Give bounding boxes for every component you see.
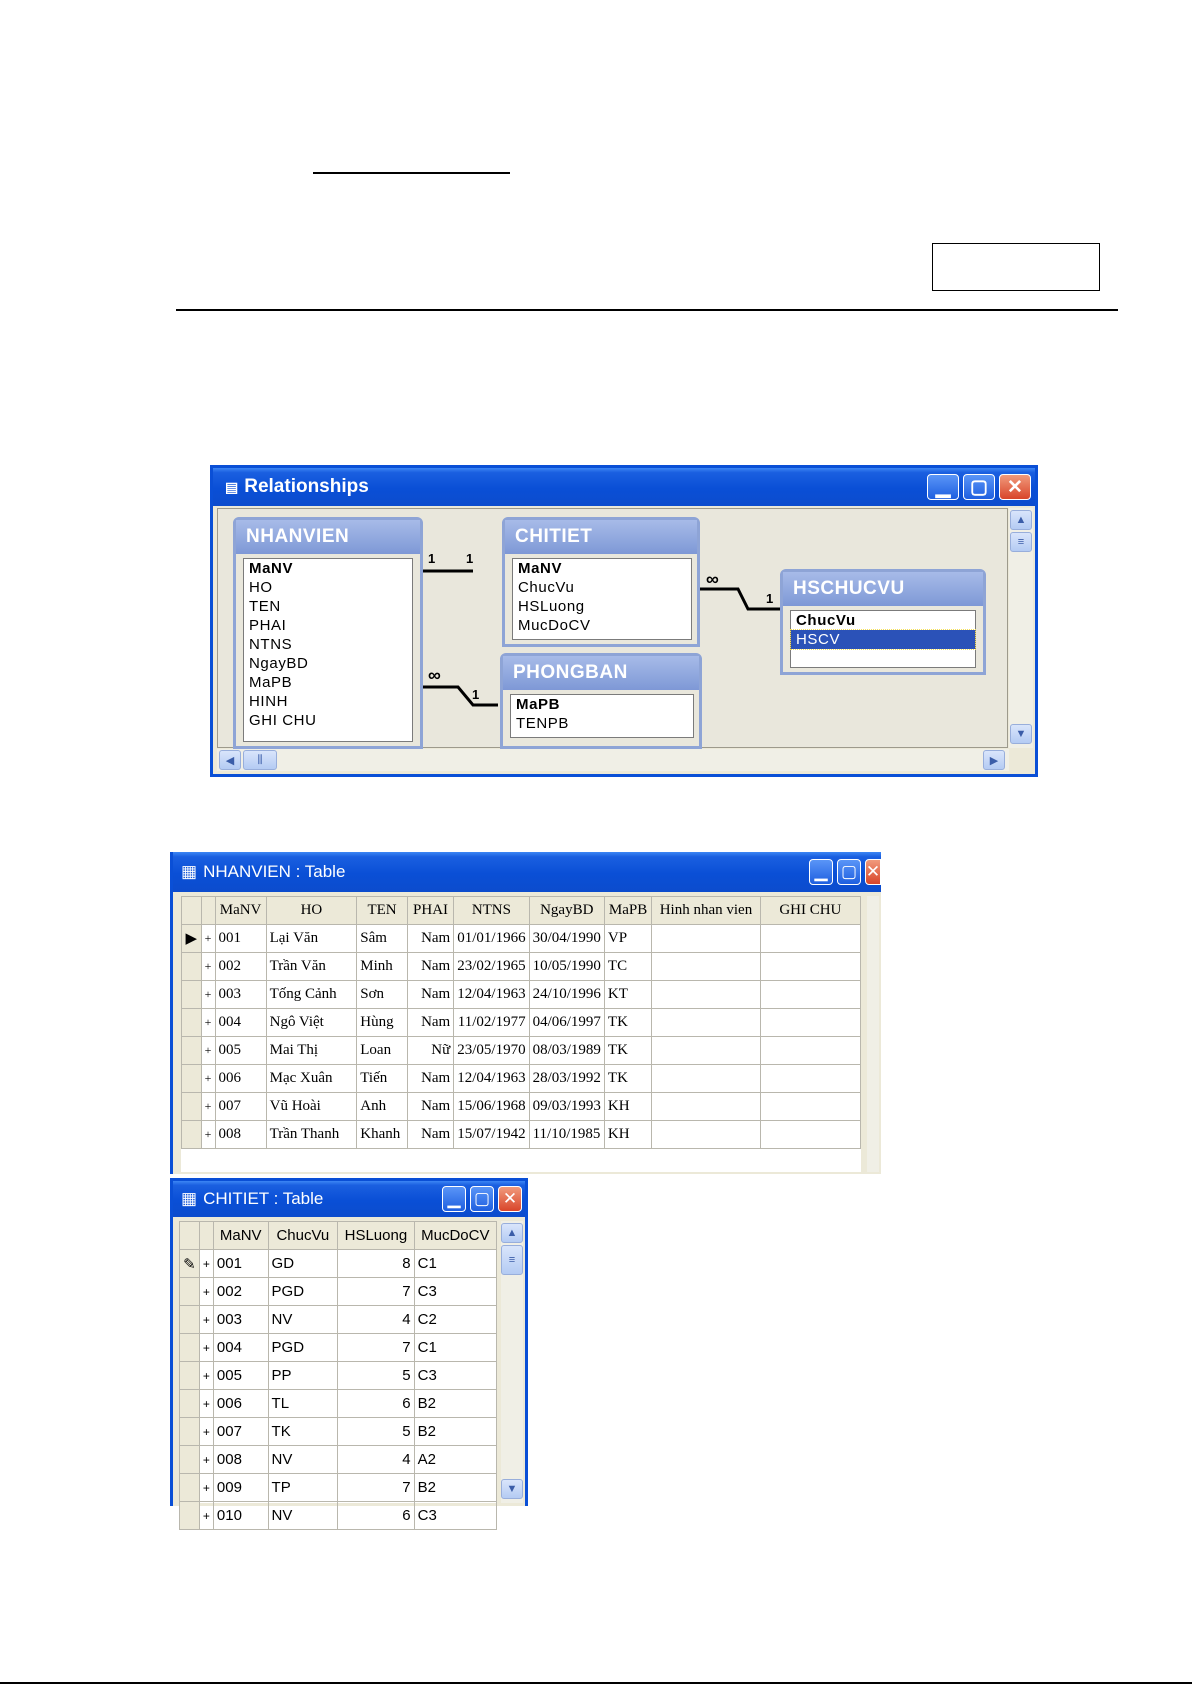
field-item[interactable]: MaNV — [518, 560, 563, 577]
field-item[interactable]: MaPB — [249, 674, 293, 691]
link-label-2b: 1 — [766, 591, 774, 606]
table-row[interactable] — [182, 981, 861, 1009]
field-item[interactable]: TEN — [249, 598, 281, 615]
cell[interactable]: TK — [604, 1037, 651, 1065]
field-item[interactable]: GHI CHU — [249, 712, 317, 729]
cell[interactable]: Minh — [357, 953, 408, 981]
column-header[interactable]: GHI CHU — [760, 897, 860, 925]
cell[interactable]: B2 — [414, 1418, 496, 1446]
cell[interactable]: PP — [268, 1362, 338, 1390]
plus-icon[interactable]: + — [201, 1065, 215, 1093]
cell[interactable]: VP — [604, 925, 651, 953]
row-selector[interactable] — [180, 1278, 200, 1306]
cell[interactable]: C3 — [414, 1362, 496, 1390]
cell[interactable]: 8 — [338, 1250, 414, 1278]
table-row[interactable] — [180, 1390, 497, 1418]
cell[interactable] — [652, 1009, 761, 1037]
field-item-selected[interactable]: HSCV — [791, 630, 975, 649]
maximize-icon[interactable]: ▢ — [963, 474, 995, 500]
row-selector[interactable] — [182, 1121, 202, 1149]
row-selector[interactable] — [180, 1446, 200, 1474]
column-header[interactable]: TEN — [357, 897, 408, 925]
cell[interactable]: 10/05/1990 — [529, 953, 604, 981]
column-header[interactable]: MaPB — [604, 897, 651, 925]
nhanvien-grid[interactable] — [181, 896, 861, 1172]
link-nhanvien-phongban — [420, 687, 498, 705]
cell[interactable]: KH — [604, 1093, 651, 1121]
row-selector[interactable] — [180, 1502, 200, 1530]
cell[interactable]: 23/05/1970 — [454, 1037, 529, 1065]
cell[interactable]: NV — [268, 1502, 338, 1530]
cell[interactable]: Trần Thanh — [266, 1121, 357, 1149]
nhanvien-titlebar[interactable] — [173, 852, 881, 892]
cell[interactable]: 04/06/1997 — [529, 1009, 604, 1037]
cell[interactable]: C1 — [414, 1334, 496, 1362]
row-selector[interactable] — [180, 1474, 200, 1502]
cell[interactable]: TL — [268, 1390, 338, 1418]
vertical-scrollbar[interactable] — [1009, 508, 1033, 748]
cell[interactable] — [652, 1121, 761, 1149]
expand-header — [201, 897, 215, 925]
row-selector-header[interactable] — [180, 1222, 200, 1250]
cell[interactable]: Loan — [357, 1037, 408, 1065]
table-row[interactable] — [180, 1474, 497, 1502]
field-item[interactable]: MaNV — [249, 560, 294, 577]
column-header[interactable]: NgayBD — [529, 897, 604, 925]
expand-header — [199, 1222, 213, 1250]
cell[interactable] — [652, 925, 761, 953]
table-row[interactable] — [180, 1306, 497, 1334]
pencil-icon[interactable]: ✎ — [180, 1250, 200, 1278]
table-row[interactable] — [182, 1037, 861, 1065]
cell[interactable]: Khanh — [357, 1121, 408, 1149]
table-icon: ▦ — [181, 862, 198, 881]
cell[interactable]: TK — [604, 1009, 651, 1037]
cell[interactable]: Nam — [407, 981, 453, 1009]
field-item[interactable]: NTNS — [249, 636, 293, 653]
close-icon[interactable]: ✕ — [498, 1186, 522, 1212]
horizontal-rule — [176, 309, 1118, 311]
cell[interactable]: Nam — [407, 1065, 453, 1093]
cell[interactable]: 004 — [213, 1334, 268, 1362]
column-header[interactable]: MucDoCV — [414, 1222, 496, 1250]
column-header[interactable]: HO — [266, 897, 357, 925]
cell[interactable] — [652, 1065, 761, 1093]
plus-icon[interactable]: + — [201, 1009, 215, 1037]
link-label-1a: 1 — [428, 551, 436, 566]
field-item[interactable]: NgayBD — [249, 655, 309, 672]
scroll-down-icon[interactable]: ▼ — [1010, 724, 1032, 744]
cell[interactable]: TC — [604, 953, 651, 981]
close-icon[interactable]: ✕ — [865, 859, 881, 885]
cell[interactable]: 09/03/1993 — [529, 1093, 604, 1121]
cell[interactable]: 15/06/1968 — [454, 1093, 529, 1121]
link-label-3a: ∞ — [428, 665, 441, 685]
plus-icon[interactable]: + — [201, 981, 215, 1009]
plus-icon[interactable]: + — [199, 1390, 213, 1418]
header-row — [182, 897, 861, 925]
header-row — [180, 1222, 497, 1250]
cell[interactable]: Ngô Việt — [266, 1009, 357, 1037]
table-row[interactable] — [180, 1418, 497, 1446]
cell[interactable] — [760, 1121, 860, 1149]
field-list[interactable] — [510, 694, 694, 738]
row-selector[interactable] — [182, 1093, 202, 1121]
rel-table-title: HSCHUCVU — [783, 572, 983, 606]
link-label-1b: 1 — [466, 551, 474, 566]
cell[interactable] — [760, 1065, 860, 1093]
cell[interactable]: 002 — [213, 1278, 268, 1306]
cell[interactable]: TK — [268, 1418, 338, 1446]
row-selector[interactable] — [180, 1390, 200, 1418]
table-row[interactable] — [182, 1065, 861, 1093]
rel-table-hschucvu[interactable] — [780, 569, 986, 675]
row-selector[interactable] — [180, 1334, 200, 1362]
table-row[interactable] — [180, 1362, 497, 1390]
cell[interactable]: 5 — [338, 1418, 414, 1446]
cell[interactable]: A2 — [414, 1446, 496, 1474]
field-list[interactable] — [512, 558, 692, 640]
maximize-icon[interactable]: ▢ — [837, 859, 861, 885]
cell[interactable]: Nam — [407, 1093, 453, 1121]
nhanvien-datasheet — [181, 896, 861, 1149]
cell[interactable]: 24/10/1996 — [529, 981, 604, 1009]
footer-rule — [0, 1682, 1192, 1684]
row-selector[interactable] — [180, 1306, 200, 1334]
plus-icon[interactable]: + — [199, 1334, 213, 1362]
column-header[interactable]: ChucVu — [268, 1222, 338, 1250]
row-selector[interactable] — [182, 953, 202, 981]
cell[interactable] — [760, 1037, 860, 1065]
cell[interactable]: 003 — [215, 981, 266, 1009]
cell[interactable]: 7 — [338, 1474, 414, 1502]
table-icon: ▦ — [181, 1189, 198, 1208]
nhanvien-table-window — [170, 852, 881, 1174]
plus-icon[interactable]: + — [199, 1474, 213, 1502]
cell[interactable]: 4 — [338, 1306, 414, 1334]
cell[interactable]: 01/01/1966 — [454, 925, 529, 953]
row-selector[interactable] — [182, 1009, 202, 1037]
field-item[interactable]: MaPB — [516, 696, 561, 713]
plus-icon[interactable]: + — [199, 1502, 213, 1530]
row-selector[interactable] — [182, 1037, 202, 1065]
cell[interactable]: Nam — [407, 1121, 453, 1149]
empty-box — [932, 243, 1100, 291]
rel-table-nhanvien[interactable] — [233, 517, 423, 749]
row-selector[interactable] — [182, 981, 202, 1009]
cell[interactable]: 08/03/1989 — [529, 1037, 604, 1065]
field-list[interactable] — [243, 558, 413, 742]
cell[interactable]: C3 — [414, 1278, 496, 1306]
column-header[interactable]: MaNV — [213, 1222, 268, 1250]
cell[interactable]: 003 — [213, 1306, 268, 1334]
table-row[interactable] — [180, 1278, 497, 1306]
relationships-window-icon: ▤ — [225, 478, 239, 495]
cell[interactable]: 6 — [338, 1502, 414, 1530]
plus-icon[interactable]: + — [201, 1037, 215, 1065]
field-item[interactable]: PHAI — [249, 617, 287, 634]
table-row[interactable] — [182, 953, 861, 981]
column-header[interactable]: NTNS — [454, 897, 529, 925]
cell[interactable]: 007 — [213, 1418, 268, 1446]
cell[interactable] — [652, 1093, 761, 1121]
link-label-2a: ∞ — [706, 569, 719, 589]
plus-icon[interactable]: + — [201, 953, 215, 981]
scroll-up-icon[interactable]: ▲ — [501, 1223, 523, 1243]
cell[interactable]: 006 — [213, 1390, 268, 1418]
relationships-titlebar[interactable] — [213, 468, 1035, 506]
scroll-right-icon[interactable]: ▶ — [983, 750, 1005, 770]
cell[interactable]: B2 — [414, 1474, 496, 1502]
rel-table-title: PHONGBAN — [503, 656, 699, 690]
field-item[interactable]: HINH — [249, 693, 289, 710]
plus-icon[interactable]: + — [199, 1306, 213, 1334]
cell[interactable]: Tống Cảnh — [266, 981, 357, 1009]
cell[interactable]: 008 — [215, 1121, 266, 1149]
cell[interactable]: C2 — [414, 1306, 496, 1334]
cell[interactable]: 11/02/1977 — [454, 1009, 529, 1037]
field-item[interactable]: TENPB — [516, 715, 570, 732]
scroll-thumb[interactable]: ≡ — [1010, 532, 1032, 552]
cell[interactable]: 009 — [213, 1474, 268, 1502]
rel-table-title: CHITIET — [505, 520, 697, 554]
cell[interactable]: Nam — [407, 1009, 453, 1037]
column-header[interactable]: Hinh nhan vien — [652, 897, 761, 925]
cell[interactable]: 007 — [215, 1093, 266, 1121]
cell[interactable] — [760, 925, 860, 953]
cell[interactable] — [760, 1093, 860, 1121]
plus-icon[interactable]: + — [199, 1418, 213, 1446]
column-header[interactable]: HSLuong — [338, 1222, 414, 1250]
cell[interactable]: 7 — [338, 1334, 414, 1362]
chitiet-vertical-scrollbar[interactable] — [501, 1221, 523, 1503]
cell[interactable]: Nam — [407, 953, 453, 981]
plus-icon[interactable]: + — [199, 1278, 213, 1306]
cell[interactable] — [760, 1009, 860, 1037]
cell[interactable]: 001 — [215, 925, 266, 953]
cell[interactable]: Mai Thị — [266, 1037, 357, 1065]
row-selector[interactable] — [180, 1362, 200, 1390]
cell[interactable]: KT — [604, 981, 651, 1009]
column-header[interactable]: MaNV — [215, 897, 266, 925]
cell[interactable]: Nam — [407, 925, 453, 953]
cell[interactable]: 4 — [338, 1446, 414, 1474]
field-item[interactable]: ChucVu — [518, 579, 575, 596]
cell[interactable]: Anh — [357, 1093, 408, 1121]
relationships-window — [210, 465, 1038, 777]
minimize-icon[interactable]: ▁ — [442, 1186, 466, 1212]
rel-table-phongban[interactable] — [500, 653, 702, 749]
cell[interactable]: B2 — [414, 1390, 496, 1418]
cell[interactable]: KH — [604, 1121, 651, 1149]
scroll-thumb[interactable]: ≡ — [501, 1245, 523, 1275]
cell[interactable]: 23/02/1965 — [454, 953, 529, 981]
horizontal-scrollbar[interactable] — [217, 749, 1009, 771]
cell[interactable]: NV — [268, 1306, 338, 1334]
current-record-icon[interactable]: ▶ — [182, 925, 202, 953]
cell[interactable]: Sơn — [357, 981, 408, 1009]
link-label-3b: 1 — [472, 687, 480, 702]
table-row[interactable] — [180, 1334, 497, 1362]
cell[interactable] — [652, 953, 761, 981]
cell[interactable]: 008 — [213, 1446, 268, 1474]
cell[interactable]: Lại Văn — [266, 925, 357, 953]
cell[interactable]: C1 — [414, 1250, 496, 1278]
cell[interactable]: Nữ — [407, 1037, 453, 1065]
column-header[interactable]: PHAI — [407, 897, 453, 925]
cell[interactable]: PGD — [268, 1334, 338, 1362]
cell[interactable]: 002 — [215, 953, 266, 981]
table-row[interactable] — [180, 1502, 497, 1530]
chitiet-window-title: CHITIET : Table — [203, 1189, 324, 1208]
cell[interactable]: 12/04/1963 — [454, 981, 529, 1009]
cell[interactable]: TK — [604, 1065, 651, 1093]
minimize-icon[interactable]: ▁ — [927, 474, 959, 500]
table-row[interactable] — [182, 925, 861, 953]
cell[interactable]: Tiến — [357, 1065, 408, 1093]
cell[interactable]: Mạc Xuân — [266, 1065, 357, 1093]
cell[interactable]: NV — [268, 1446, 338, 1474]
cell[interactable]: 005 — [213, 1362, 268, 1390]
row-selector[interactable] — [180, 1418, 200, 1446]
relationships-title: Relationships — [244, 476, 369, 497]
row-selector-header[interactable] — [182, 897, 202, 925]
cell[interactable]: 005 — [215, 1037, 266, 1065]
cell[interactable]: 12/04/1963 — [454, 1065, 529, 1093]
underline-mark — [313, 172, 510, 174]
cell[interactable]: GD — [268, 1250, 338, 1278]
cell[interactable]: PGD — [268, 1278, 338, 1306]
chitiet-datasheet — [179, 1221, 497, 1530]
table-row[interactable] — [182, 1093, 861, 1121]
rel-table-chitiet[interactable] — [502, 517, 700, 647]
field-list[interactable] — [790, 610, 976, 668]
close-icon[interactable]: ✕ — [999, 474, 1031, 500]
field-item[interactable]: ChucVu — [796, 612, 856, 629]
cell[interactable]: 28/03/1992 — [529, 1065, 604, 1093]
cell[interactable]: Sâm — [357, 925, 408, 953]
relationships-canvas[interactable] — [217, 508, 1008, 748]
plus-icon[interactable]: + — [199, 1446, 213, 1474]
cell[interactable]: 11/10/1985 — [529, 1121, 604, 1149]
chitiet-titlebar[interactable] — [173, 1181, 525, 1217]
cell[interactable]: 15/07/1942 — [454, 1121, 529, 1149]
cell[interactable]: Vũ Hoài — [266, 1093, 357, 1121]
cell[interactable] — [760, 953, 860, 981]
table-row[interactable] — [182, 1121, 861, 1149]
field-item[interactable]: MucDoCV — [518, 617, 591, 634]
plus-icon[interactable]: + — [199, 1362, 213, 1390]
cell[interactable]: 7 — [338, 1278, 414, 1306]
cell[interactable]: 5 — [338, 1362, 414, 1390]
chitiet-table-window — [170, 1178, 528, 1524]
plus-icon[interactable]: + — [201, 1093, 215, 1121]
nhanvien-vertical-scrollbar[interactable] — [867, 896, 879, 1172]
scroll-up-icon[interactable]: ▲ — [1010, 510, 1032, 530]
plus-icon[interactable]: + — [201, 1121, 215, 1149]
table-row[interactable] — [180, 1250, 497, 1278]
cell[interactable]: TP — [268, 1474, 338, 1502]
scroll-left-icon[interactable]: ◀ — [219, 750, 241, 770]
cell[interactable]: 010 — [213, 1502, 268, 1530]
rel-table-title: NHANVIEN — [236, 520, 420, 554]
cell[interactable]: Hùng — [357, 1009, 408, 1037]
scroll-thumb[interactable]: ⫼ — [243, 750, 277, 770]
cell[interactable]: Trần Văn — [266, 953, 357, 981]
plus-icon[interactable]: + — [199, 1250, 213, 1278]
row-selector[interactable] — [182, 1065, 202, 1093]
cell[interactable]: C3 — [414, 1502, 496, 1530]
field-item[interactable]: HSLuong — [518, 598, 585, 615]
cell[interactable] — [760, 981, 860, 1009]
minimize-icon[interactable]: ▁ — [809, 859, 833, 885]
field-item[interactable]: HO — [249, 579, 273, 596]
scroll-down-icon[interactable]: ▼ — [501, 1479, 523, 1499]
cell[interactable]: 006 — [215, 1065, 266, 1093]
cell[interactable] — [652, 981, 761, 1009]
cell[interactable]: 6 — [338, 1390, 414, 1418]
cell[interactable]: 004 — [215, 1009, 266, 1037]
cell[interactable] — [652, 1037, 761, 1065]
nhanvien-window-title: NHANVIEN : Table — [203, 862, 346, 881]
table-row[interactable] — [182, 1009, 861, 1037]
cell[interactable]: 30/04/1990 — [529, 925, 604, 953]
plus-icon[interactable]: + — [201, 925, 215, 953]
cell[interactable]: 001 — [213, 1250, 268, 1278]
table-row[interactable] — [180, 1446, 497, 1474]
maximize-icon[interactable]: ▢ — [470, 1186, 494, 1212]
chitiet-grid[interactable] — [179, 1221, 497, 1524]
